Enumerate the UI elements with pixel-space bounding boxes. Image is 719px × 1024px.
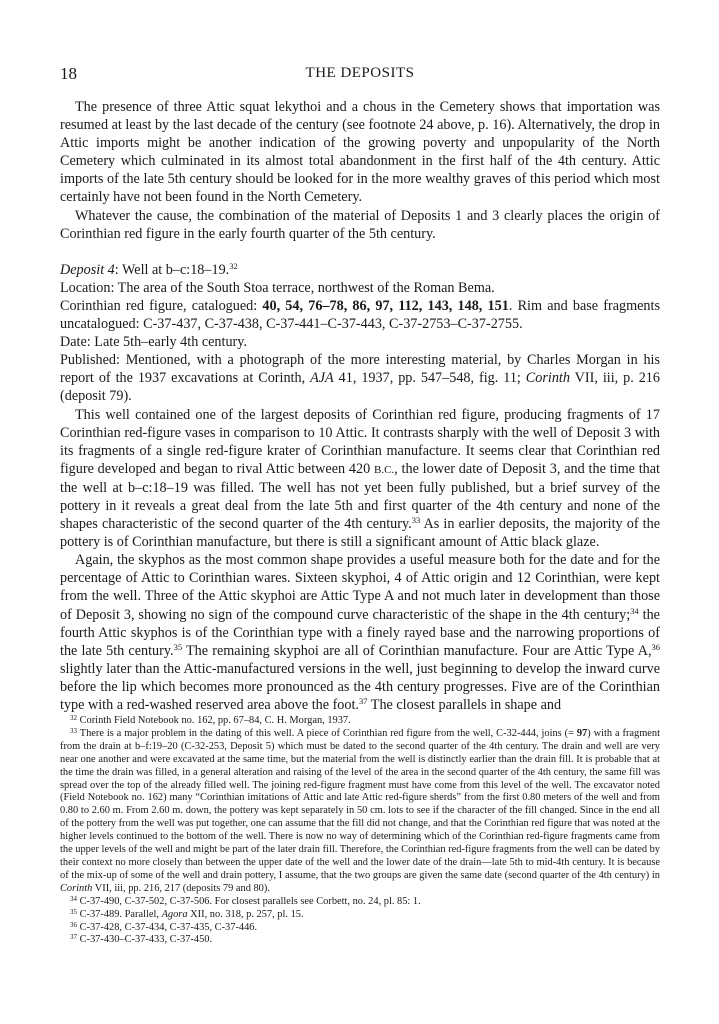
deposit-catalogued: Corinthian red figure, catalogued: 40, 54, 76–78, 86, 97, 112, 143, 148, 151. Rim and base fragments uncatalogued: C-37-437, C-37-438, C-37-441–C-37-443, C-37-2753–C-37-2755.: [60, 297, 660, 333]
page-number: 18: [60, 64, 77, 83]
paragraph-cemetery-imports: The presence of three Attic squat lekythoi and a chous in the Cemetery shows that importation was resumed at least by the last decade of the century (see footnote 24 above, p. 16). Alternatively, the drop in Attic imports might be another indication of the growing poverty and unpopularity of the North Cemetery which culminated in its almost total abandonment in the first half of the 4th century. Attic imports of the late 5th century should be looked for in the more wealthy graves of this period which most certainly have not been found in the North Cemetery.: [60, 99, 660, 206]
footnote-32: $^{32}$ Corinth Field Notebook no. 162, pp. 67–84, C. H. Morgan, 1937.: [70, 714, 351, 726]
deposit-date: Date: Late 5th–early 4th century.: [60, 334, 248, 351]
deposit-location: Location: The area of the South Stoa terrace, northwest of the Roman Bema.: [60, 279, 495, 296]
footnote-ref-32: 32: [229, 260, 238, 271]
footnote-35: $^{35}$ C-37-489. Parallel, Agora XII, no. 318, p. 257, pl. 15.: [70, 907, 304, 920]
running-title: THE DEPOSITS: [305, 65, 415, 81]
footnotes: [60, 715, 660, 947]
footnote-33: $^{33}$ There is a major problem in the dating of this well. A piece of Corinthian red figure from the well, C-32-444, joins (= 97) with a fragment from the drain at b–f:19–20 (C-32-253, Deposit 5) which must be dated to the second quarter of the 4th century. The drain and well are very near one another and were excavated at the same time, but the material from the well is distinctly earlier than the drain fill. It is probable that at the time the drain was filled, in a general alteration and raising of the level of the area in the second quarter of the 4th century, the same fill was spread over the top of the already filled well. The joining red-figure fragment must have come from this level of the well. The excavator noted (Field Notebook no. 162) many “Corinthian imitations of Attic and late Attic red-figure sherds” from the first 0.80 meters of the well and from 0.80 to 2.60 m. From 2.60 m. down, the pottery was kept separately in 50 cm. lots to see if the character of the fill changed. Since in the end all of the pottery from the well was put together, one can assume that the fill did not change, and that the Corinthian red figure that was noted at the higher levels continued to the bottom of the well. There is now no way of determining which of the Corinthian red-figure fragments came from the upper levels of the well and might be part of the later drain fill. Therefore, the Corinthian red-figure fragments from the well can be dated by their context no more closely than between the upper date of the well and the lower date of the drain—late 5th to mid-4th century. It is because of the mix-up of some of the well and drain pottery, I assume, that the two groups are given the same date (second quarter of the 4th century) in Corinth VII, iii, pp. 216, 217 (deposits 79 and 80).: [60, 726, 660, 894]
running-header: [60, 64, 660, 84]
deposit-published: Published: Mentioned, with a photograph of the more interesting material, by Charles Morgan in his report of the 1937 excavations at Corinth, AJA 41, 1937, pp. 547–548, fig. 11; Corinth VII, iii, p. 216 (deposit 79).: [60, 352, 660, 405]
footnote-ref-33: 33: [411, 515, 421, 526]
main-text: [60, 98, 660, 714]
footnote-ref-37: 37: [358, 696, 368, 706]
section-gap: [60, 243, 660, 261]
footnote-34: $^{34}$ C-37-490, C-37-502, C-37-506. For closest parallels see Corbett, no. 24, pl. 85: 1.: [70, 894, 421, 907]
footnote-ref-36: 36: [651, 641, 660, 652]
deposit-label: Deposit 4: [60, 261, 115, 278]
paragraph-conclusion: Whatever the cause, the combination of the material of Deposits 1 and 3 clearly places the origin of Corinthian red figure in the early fourth quarter of the 5th century.: [60, 207, 660, 242]
footnote-ref-35: 35: [173, 641, 183, 652]
paragraph-well-contents: This well contained one of the largest deposits of Corinthian red figure, producing fragments of 17 Corinthian red-figure vases in comparison to 10 Attic. It contrasts sharply with the well of Deposit 3 with its fragments of a single red-figure krater of Corinthian manufacture. It seems clear that Corinthian red figure developed and began to rival Attic between 420 B.C., the lower date of Deposit 3, and the time that the well at b–c:18–19 was filled. The well has not yet been fully published, but a brief survey of the pottery in it reveals a great deal from the late 5th and first quarter of the 4th century and none of the shapes characteristic of the second quarter of the 4th century.$^{33}$ As in earlier deposits, the majority of the pottery is of Corinthian manufacture, but there is still a significant amount of Attic black glaze.: [60, 406, 660, 551]
footnote-ref-34: 34: [630, 605, 639, 616]
footnote-37: $^{37}$ C-37-430–C-37-433, C-37-450.: [70, 933, 213, 946]
footnote-36: $^{36}$ C-37-428, C-37-434, C-37-435, C-37-446.: [70, 920, 258, 933]
paragraph-skyphos: Again, the skyphos as the most common shape provides a useful measure both for the date and for the percentage of Attic to Corinthian wares. Sixteen skyphoi, 4 of Attic origin and 12 Corinthian, were kept from the well. Three of the Attic skyphoi are Attic Type A and not much later in development than those of Deposit 3, showing no sign of the compound curve characteristic of the shape in the 4th century;$^{34}$ the fourth Attic skyphos is of the Corinthian type with a finely rayed base and the narrowing proportions of the late 5th century.$^{35}$ The remaining skyphoi are all of Corinthian manufacture. Four are Attic Type A,$^{36}$ slightly later than the Attic-manufactured versions in the well, just beginning to develop the inward curve before the lip which becomes more pronounced as the 4th century progresses. Five are of the Corinthian type with a red-washed reserved area above the foot.$^{37}$ The closest parallels in shape and: [60, 552, 660, 713]
deposit-heading: Deposit 4: Well at b–c:18–19.32: [60, 260, 238, 278]
catalogue-numbers: 40, 54, 76–78, 86, 97, 112, 143, 148, 151: [262, 297, 509, 314]
